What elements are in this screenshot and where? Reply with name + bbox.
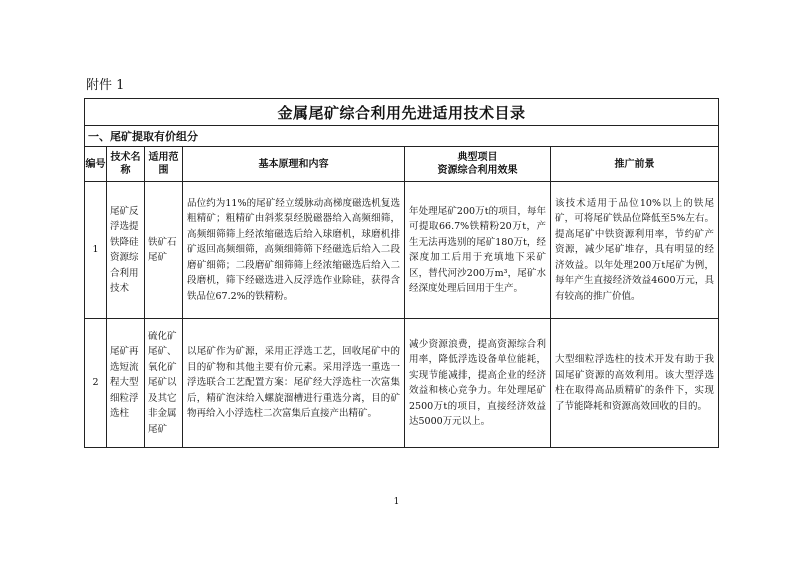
header-project-line2: 资源综合利用效果 [437,165,518,176]
tech-catalog-table [84,98,719,448]
row-prospect: 大型细粒浮选柱的技术开发有助于我国尾矿资源的高效利用。该大型浮选柱在取得高品质精矿的条件下，实现了节能降耗和资源高效回收的目的。 [551,319,719,448]
attachment-label: 附件 1 [86,78,125,93]
row-project: 减少资源浪费，提高资源综合利用率，降低浮选设备单位能耗，实现节能减排，提高企业的经济效益和核心竞争力。年处理尾矿2500万t的项目，直接经济效益达5000万元以上。 [405,319,551,448]
header-name: 技术名称 [107,147,145,182]
header-prospect: 推广前景 [551,147,719,182]
row-principle: 品位约为11%的尾矿经立缓脉动高梯度磁选机复选粗精矿；粗精矿由斜浆泵经脱磁器给入高频细筛，高频细筛筛上经浓缩磁选后给入球磨机，球磨机排矿返回高频细筛，高频细筛筛下经磁选后给入二段磨矿细筛；二段磨矿细筛筛上经浓缩磁选后给入二段磨机，筛下经磁选进入反浮选作业除硅，获得含铁品位67.2%的铁精粉。 [183,182,405,319]
table-row [85,319,719,448]
row-tech-name: 尾矿再选短流程大型细粒浮选柱 [107,319,145,448]
section-heading: 一、尾矿提取有价组分 [85,126,719,147]
table-title: 金属尾矿综合利用先进适用技术目录 [85,99,719,126]
row-tech-name: 尾矿反浮选提铁降硅资源综合利用技术 [107,182,145,319]
row-scope: 硫化矿尾矿、氧化矿尾矿以及其它非金属尾矿 [145,319,183,448]
table-row [85,182,719,319]
row-scope: 铁矿石尾矿 [145,182,183,319]
header-no: 编号 [85,147,107,182]
header-project-line1: 典型项目 [457,152,498,163]
row-principle: 以尾矿作为矿源，采用正浮选工艺，回收尾矿中的目的矿物和其他主要有价元素。采用浮选一重选一浮选联合工艺配置方案：尾矿经大浮选柱一次富集后，精矿泡沫给入螺旋溜槽进行重选分离，目的矿物再给入小浮选柱二次富集后直接产出精矿。 [183,319,405,448]
row-prospect: 该技术适用于品位10%以上的铁尾矿，可将尾矿铁品位降低至5%左右。提高尾矿中铁资源利用率，节约矿产资源，减少尾矿堆存，具有明显的经济效益。以年处理200万t尾矿为例，每年产生直接经济效益4600万元，具有较高的推广价值。 [551,182,719,319]
row-no: 2 [85,319,107,448]
table-header-row [85,147,719,182]
row-no: 1 [85,182,107,319]
row-project: 年处理尾矿200万t的项目，每年可提取66.7%铁精粉20万t，产生无法再选别的尾矿180万t，经深度加工后用于充填地下采矿区，替代河沙200万m³，尾矿水经深度处理后回用于生产。 [405,182,551,319]
header-principle: 基本原理和内容 [183,147,405,182]
page-number: 1 [393,497,400,507]
header-project [405,147,551,182]
header-scope: 适用范围 [145,147,183,182]
